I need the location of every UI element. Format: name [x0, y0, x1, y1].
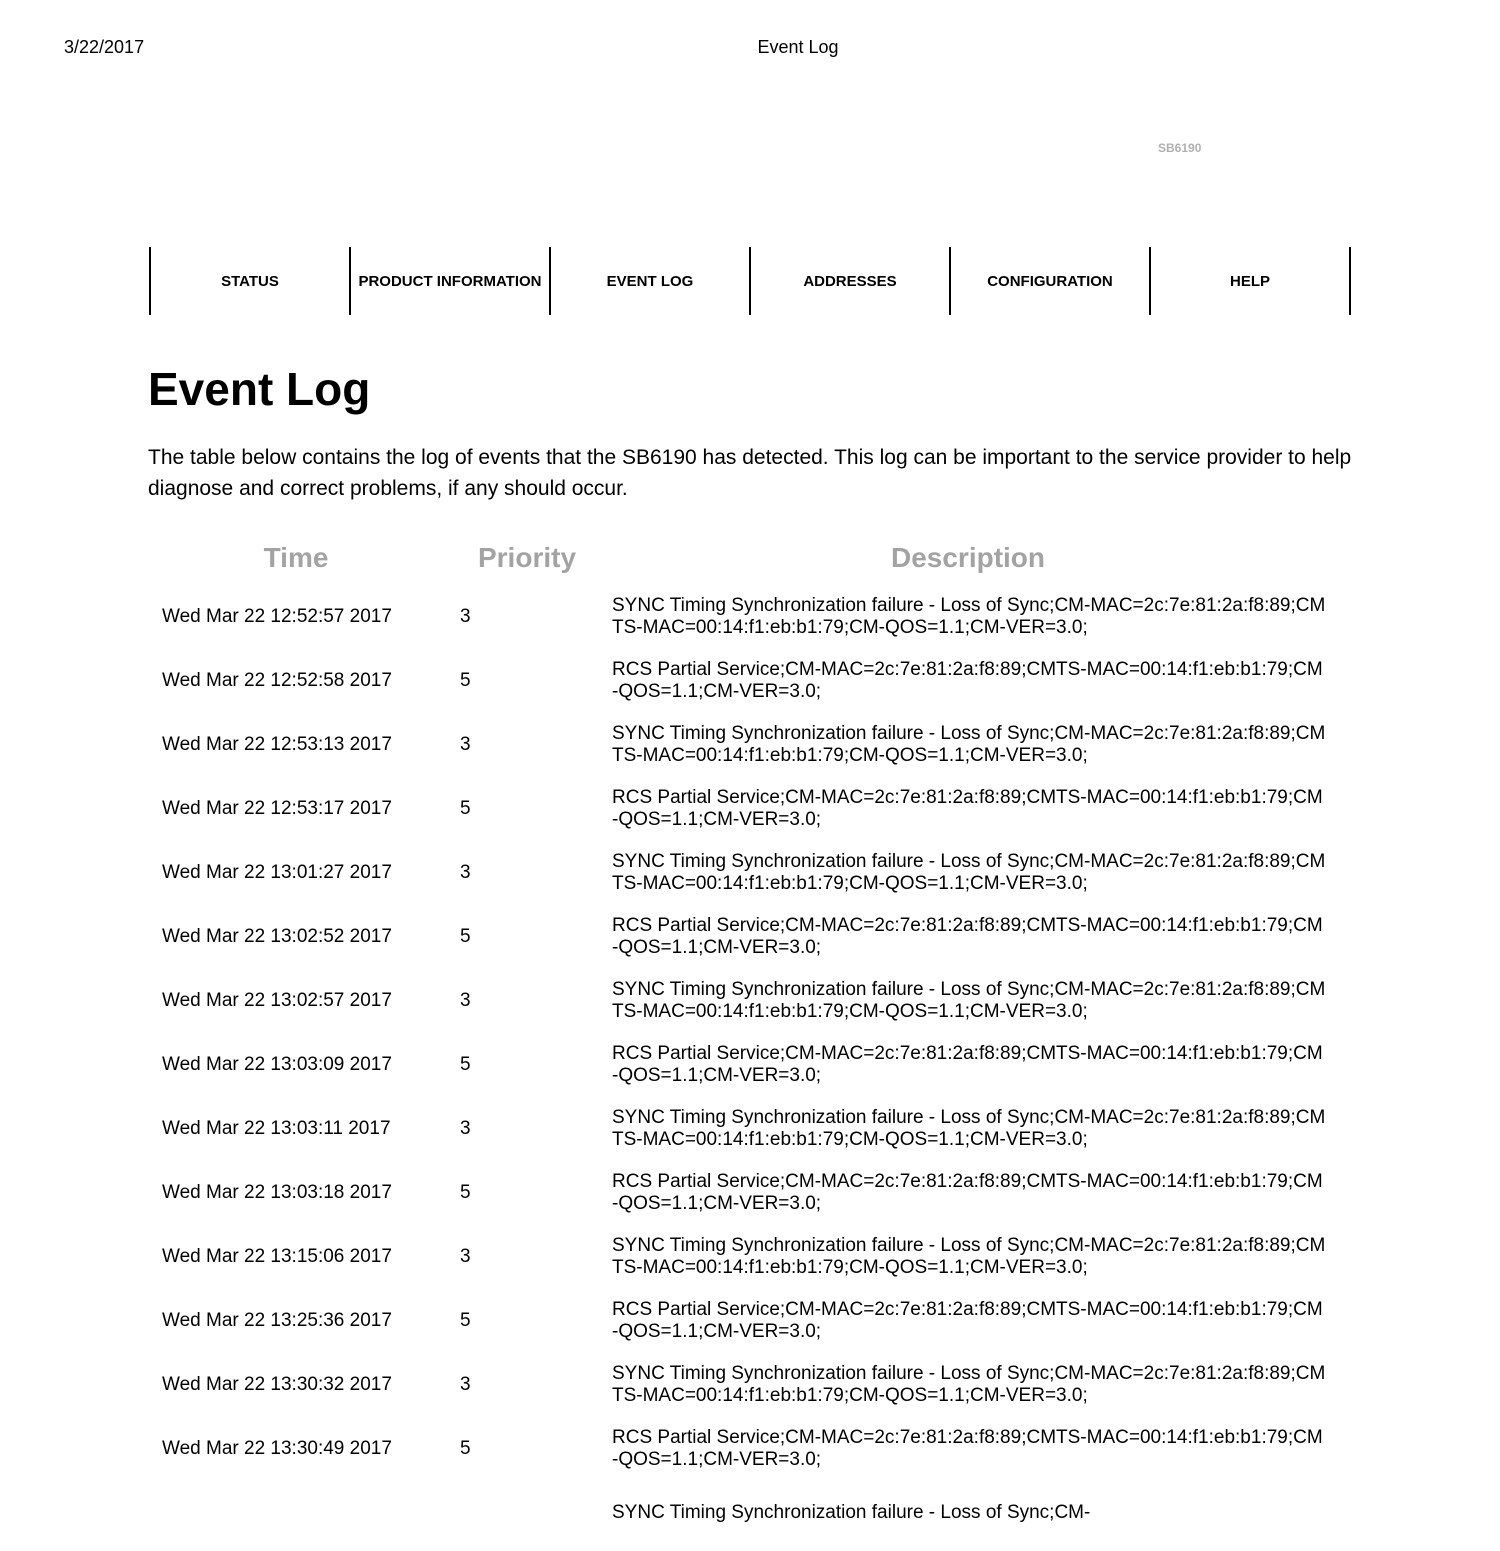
- table-header-row: [148, 540, 1326, 580]
- cell-description: SYNC Timing Synchronization failure - Loss of Sync;CM-MAC=2c:7e:81:2a:f8:89;CMTS-MAC=00:14:f1:eb:b1:79;CM-QOS=1.1;CM-VER=3.0;: [612, 1235, 1326, 1278]
- header-description: Description: [890, 542, 1046, 573]
- table-row: [148, 836, 1326, 911]
- cell-time: Wed Mar 22 13:02:57 2017: [162, 990, 392, 1011]
- cell-time: Wed Mar 22 13:03:18 2017: [162, 1182, 392, 1203]
- table-row: [148, 708, 1326, 783]
- cell-time: Wed Mar 22 13:15:06 2017: [162, 1246, 392, 1267]
- intro-text: The table below contains the log of events that the SB6190 has detected. This log can be important to the service provider to help diagnose and correct problems, if any should occur.: [148, 446, 1352, 500]
- cell-time: [148, 1476, 444, 1551]
- cell-priority: 5: [460, 798, 471, 819]
- cell-time: Wed Mar 22 13:25:36 2017: [162, 1310, 392, 1331]
- cell-time: Wed Mar 22 13:30:49 2017: [162, 1438, 392, 1459]
- cell-priority: 3: [460, 606, 471, 627]
- table-row: [148, 1423, 1326, 1476]
- table-row: [148, 911, 1326, 964]
- cell-time: Wed Mar 22 13:01:27 2017: [162, 862, 392, 883]
- nav-item-status[interactable]: STATUS: [151, 247, 351, 315]
- nav-item-addresses[interactable]: ADDRESSES: [751, 247, 951, 315]
- event-log-table: [148, 540, 1326, 1551]
- table-row: [148, 1167, 1326, 1220]
- cell-priority: 5: [460, 670, 471, 691]
- cell-description: SYNC Timing Synchronization failure - Loss of Sync;CM-MAC=2c:7e:81:2a:f8:89;CMTS-MAC=00:14:f1:eb:b1:79;CM-QOS=1.1;CM-VER=3.0;: [612, 979, 1326, 1022]
- cell-description: SYNC Timing Synchronization failure - Loss of Sync;CM-MAC=2c:7e:81:2a:f8:89;CMTS-MAC=00:14:f1:eb:b1:79;CM-QOS=1.1;CM-VER=3.0;: [612, 723, 1326, 766]
- cell-priority: 5: [460, 1054, 471, 1075]
- cell-time: Wed Mar 22 12:52:58 2017: [162, 670, 392, 691]
- cell-description: RCS Partial Service;CM-MAC=2c:7e:81:2a:f8:89;CMTS-MAC=00:14:f1:eb:b1:79;CM-QOS=1.1;CM-VER=3.0;: [612, 1043, 1323, 1086]
- table-row: [148, 783, 1326, 836]
- nav-item-event-log[interactable]: EVENT LOG: [551, 247, 751, 315]
- table-row: [148, 1220, 1326, 1295]
- cell-description: RCS Partial Service;CM-MAC=2c:7e:81:2a:f8:89;CMTS-MAC=00:14:f1:eb:b1:79;CM-QOS=1.1;CM-VER=3.0;: [612, 659, 1323, 702]
- header-time: Time: [263, 542, 329, 573]
- table-row: [148, 1348, 1326, 1423]
- print-date: 3/22/2017: [64, 37, 145, 57]
- cell-priority: 3: [460, 1246, 471, 1267]
- cell-time: Wed Mar 22 13:03:09 2017: [162, 1054, 392, 1075]
- cell-priority: 5: [460, 1310, 471, 1331]
- table-row: [148, 1295, 1326, 1348]
- cell-time: Wed Mar 22 13:02:52 2017: [162, 926, 392, 947]
- main-nav: [149, 247, 1351, 315]
- page-title: Event Log: [148, 363, 371, 415]
- cell-description: RCS Partial Service;CM-MAC=2c:7e:81:2a:f8:89;CMTS-MAC=00:14:f1:eb:b1:79;CM-QOS=1.1;CM-VER=3.0;: [612, 787, 1323, 830]
- cell-description: RCS Partial Service;CM-MAC=2c:7e:81:2a:f8:89;CMTS-MAC=00:14:f1:eb:b1:79;CM-QOS=1.1;CM-VER=3.0;: [612, 1171, 1323, 1214]
- nav-item-product-information[interactable]: PRODUCT INFORMATION: [351, 247, 551, 315]
- nav-item-help[interactable]: HELP: [1151, 247, 1351, 315]
- cell-priority: 3: [460, 1118, 471, 1139]
- cell-time: Wed Mar 22 12:53:17 2017: [162, 798, 392, 819]
- cell-priority: 3: [460, 990, 471, 1011]
- table-row: [148, 655, 1326, 708]
- table-row: [148, 1092, 1326, 1167]
- cell-description: RCS Partial Service;CM-MAC=2c:7e:81:2a:f8:89;CMTS-MAC=00:14:f1:eb:b1:79;CM-QOS=1.1;CM-VER=3.0;: [612, 1427, 1323, 1470]
- cell-description: RCS Partial Service;CM-MAC=2c:7e:81:2a:f8:89;CMTS-MAC=00:14:f1:eb:b1:79;CM-QOS=1.1;CM-VER=3.0;: [612, 915, 1323, 958]
- table-row: [148, 1039, 1326, 1092]
- cell-priority: 3: [460, 862, 471, 883]
- print-title: Event Log: [757, 37, 839, 57]
- table-row: [148, 964, 1326, 1039]
- cell-description: SYNC Timing Synchronization failure - Loss of Sync;CM-MAC=2c:7e:81:2a:f8:89;CMTS-MAC=00:14:f1:eb:b1:79;CM-QOS=1.1;CM-VER=3.0;: [612, 851, 1326, 894]
- table-row: [148, 1476, 1326, 1551]
- cell-priority: 3: [460, 1374, 471, 1395]
- nav-item-configuration[interactable]: CONFIGURATION: [951, 247, 1151, 315]
- cell-priority: 3: [460, 734, 471, 755]
- cell-time: Wed Mar 22 12:52:57 2017: [162, 606, 392, 627]
- cell-priority: [444, 1476, 610, 1551]
- header-priority: Priority: [477, 542, 577, 573]
- cell-priority: 5: [460, 926, 471, 947]
- cell-time: Wed Mar 22 13:03:11 2017: [162, 1118, 391, 1139]
- cell-description: SYNC Timing Synchronization failure - Loss of Sync;CM-MAC=2c:7e:81:2a:f8:89;CMTS-MAC=00:14:f1:eb:b1:79;CM-QOS=1.1;CM-VER=3.0;: [612, 1107, 1326, 1150]
- cell-description: SYNC Timing Synchronization failure - Loss of Sync;CM-: [612, 1502, 1091, 1523]
- table-row: [148, 580, 1326, 655]
- cell-description: SYNC Timing Synchronization failure - Loss of Sync;CM-MAC=2c:7e:81:2a:f8:89;CMTS-MAC=00:14:f1:eb:b1:79;CM-QOS=1.1;CM-VER=3.0;: [612, 1363, 1326, 1406]
- cell-priority: 5: [460, 1438, 471, 1459]
- cell-description: RCS Partial Service;CM-MAC=2c:7e:81:2a:f8:89;CMTS-MAC=00:14:f1:eb:b1:79;CM-QOS=1.1;CM-VER=3.0;: [612, 1299, 1323, 1342]
- cell-time: Wed Mar 22 13:30:32 2017: [162, 1374, 392, 1395]
- cell-priority: 5: [460, 1182, 471, 1203]
- event-log-table-wrap: [148, 540, 1358, 1551]
- model-badge: SB6190: [1158, 141, 1202, 155]
- cell-time: Wed Mar 22 12:53:13 2017: [162, 734, 392, 755]
- cell-description: SYNC Timing Synchronization failure - Loss of Sync;CM-MAC=2c:7e:81:2a:f8:89;CMTS-MAC=00:14:f1:eb:b1:79;CM-QOS=1.1;CM-VER=3.0;: [612, 595, 1326, 638]
